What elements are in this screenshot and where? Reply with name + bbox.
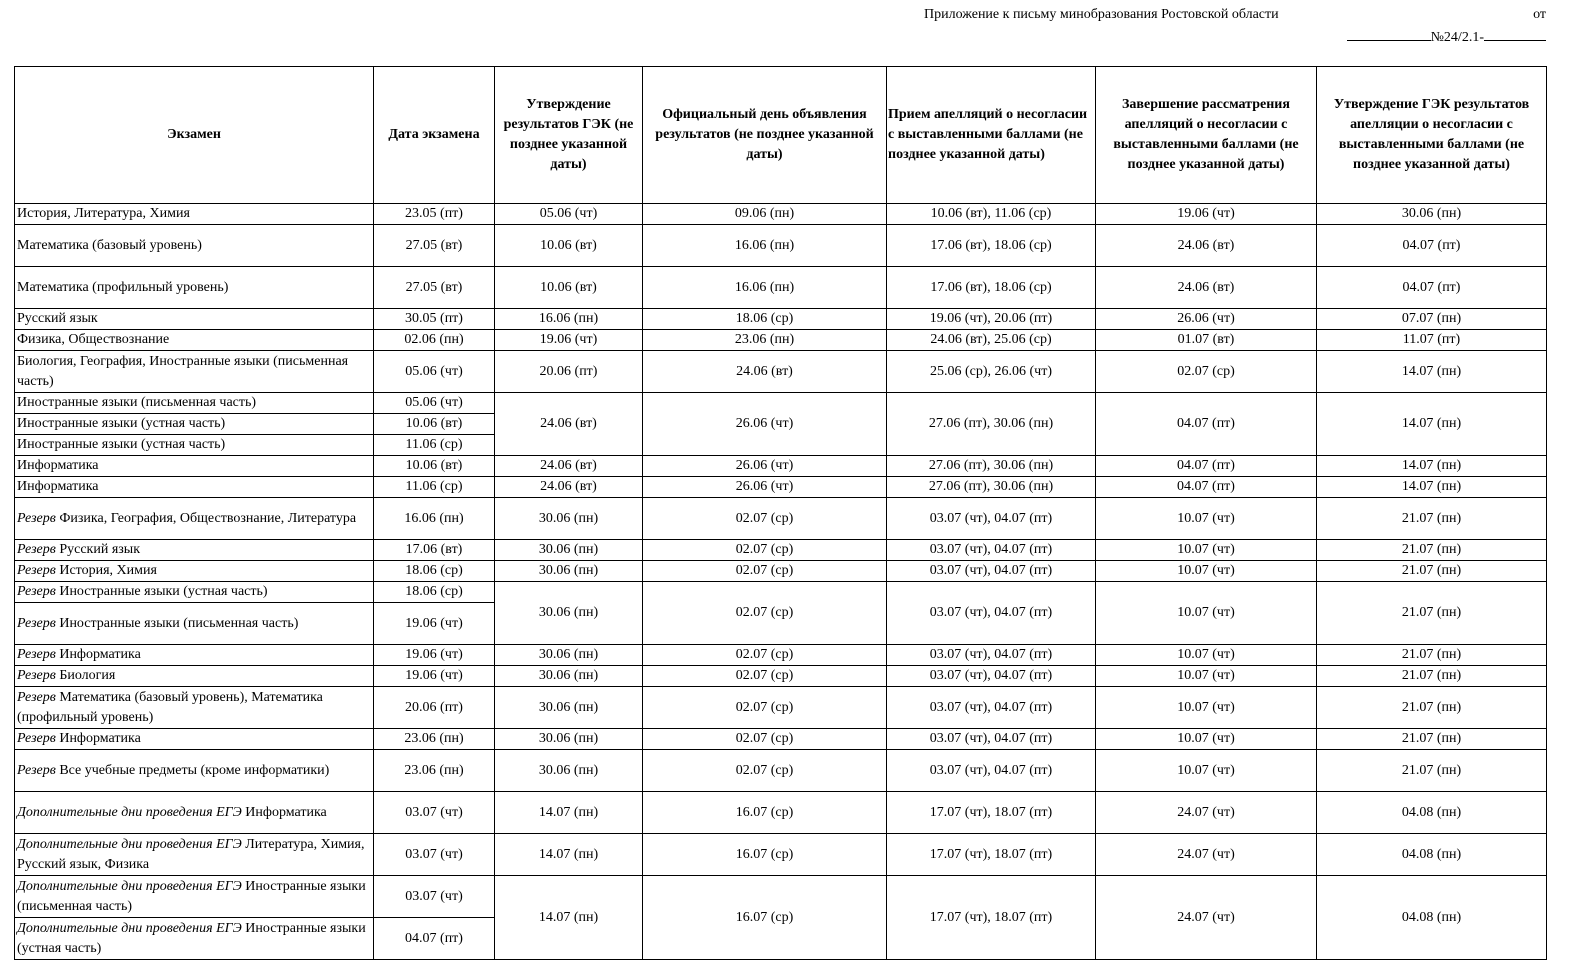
exam-cell: [15, 540, 374, 561]
exam-type-label: Резерв: [17, 731, 56, 746]
review-cell: 10.07 (чт): [1096, 729, 1317, 750]
appeal-cell: 27.06 (пт), 30.06 (пн): [887, 393, 1096, 456]
exam-date-cell: 18.06 (ср): [374, 582, 495, 603]
approve-cell: 07.07 (пн): [1317, 309, 1547, 330]
exam-type-label: Дополнительные дни проведения ЕГЭ: [17, 804, 242, 820]
exam-name: Информатика: [59, 647, 141, 662]
exam-date-cell: 10.06 (вт): [374, 456, 495, 477]
exam-name: Информатика: [17, 479, 99, 494]
announce-cell: 09.06 (пн): [643, 204, 887, 225]
appeal-cell: 03.07 (чт), 04.07 (пт): [887, 582, 1096, 645]
exam-name: Информатика: [59, 731, 141, 746]
exam-cell: [15, 561, 374, 582]
gek-cell: 30.06 (пн): [495, 498, 643, 540]
exam-cell: [15, 204, 374, 225]
gek-cell: 10.06 (вт): [495, 267, 643, 309]
review-cell: 02.07 (ср): [1096, 351, 1317, 393]
announce-cell: 18.06 (ср): [643, 309, 887, 330]
exam-date-cell: 03.07 (чт): [374, 834, 495, 876]
exam-date-cell: 23.06 (пн): [374, 729, 495, 750]
exam-cell: [15, 645, 374, 666]
announce-cell: 26.06 (чт): [643, 393, 887, 456]
approve-cell: 04.08 (пн): [1317, 876, 1547, 960]
col-header-approve: Утверждение ГЭК результатов апелляции о несогласии с выставленными баллами (не позднее указанной даты): [1317, 67, 1547, 204]
announce-cell: 16.07 (ср): [643, 834, 887, 876]
exam-name: Биология: [59, 668, 116, 683]
announce-cell: 02.07 (ср): [643, 582, 887, 645]
gek-cell: 10.06 (вт): [495, 225, 643, 267]
exam-cell: [15, 414, 374, 435]
gek-cell: 05.06 (чт): [495, 204, 643, 225]
gek-cell: 14.07 (пн): [495, 792, 643, 834]
exam-date-cell: 11.06 (ср): [374, 435, 495, 456]
appeal-cell: 10.06 (вт), 11.06 (ср): [887, 204, 1096, 225]
announce-cell: 02.07 (ср): [643, 729, 887, 750]
appeal-cell: 17.07 (чт), 18.07 (пт): [887, 834, 1096, 876]
announce-cell: 16.06 (пн): [643, 267, 887, 309]
exam-date-cell: 04.07 (пт): [374, 918, 495, 960]
table-row: [15, 351, 1547, 393]
announce-cell: 02.07 (ср): [643, 498, 887, 540]
table-row: [15, 204, 1547, 225]
exam-cell: [15, 750, 374, 792]
col-header-announce: Официальный день объявления результатов (не позднее указанной даты): [643, 67, 887, 204]
table-row: [15, 498, 1547, 540]
exam-cell: [15, 309, 374, 330]
from-label: от: [1533, 7, 1546, 22]
announce-cell: 16.07 (ср): [643, 792, 887, 834]
exam-date-cell: 16.06 (пн): [374, 498, 495, 540]
exam-date-cell: 05.06 (чт): [374, 351, 495, 393]
gek-cell: 30.06 (пн): [495, 750, 643, 792]
approve-cell: 14.07 (пн): [1317, 456, 1547, 477]
exam-date-cell: 10.06 (вт): [374, 414, 495, 435]
appeal-cell: 17.06 (вт), 18.06 (ср): [887, 267, 1096, 309]
exam-date-cell: 02.06 (пн): [374, 330, 495, 351]
table-row: [15, 834, 1547, 876]
appeal-cell: 03.07 (чт), 04.07 (пт): [887, 750, 1096, 792]
exam-name: Иностранные языки (письменная часть): [17, 395, 257, 410]
announce-cell: 02.07 (ср): [643, 540, 887, 561]
exam-date-cell: 05.06 (чт): [374, 393, 495, 414]
appeal-cell: 17.07 (чт), 18.07 (пт): [887, 876, 1096, 960]
review-cell: 26.06 (чт): [1096, 309, 1317, 330]
exam-type-label: Резерв: [17, 668, 56, 683]
exam-name: Иностранные языки (устная часть): [17, 416, 226, 431]
review-cell: 10.07 (чт): [1096, 540, 1317, 561]
col-header-exam: Экзамен: [15, 67, 374, 204]
exam-cell: [15, 729, 374, 750]
exam-cell: [15, 918, 374, 960]
col-header-date: Дата экзамена: [374, 67, 495, 204]
table-row: [15, 477, 1547, 498]
review-cell: 19.06 (чт): [1096, 204, 1317, 225]
appeal-cell: 24.06 (вт), 25.06 (ср): [887, 330, 1096, 351]
exam-name: Русский язык: [17, 311, 98, 326]
table-row: [15, 393, 1547, 414]
announce-cell: 16.07 (ср): [643, 876, 887, 960]
approve-cell: 04.07 (пт): [1317, 225, 1547, 267]
announce-cell: 02.07 (ср): [643, 645, 887, 666]
exam-date-cell: 23.05 (пт): [374, 204, 495, 225]
review-cell: 10.07 (чт): [1096, 750, 1317, 792]
table-row: [15, 456, 1547, 477]
exam-name: История, Литература, Химия: [17, 206, 190, 221]
exam-date-cell: 30.05 (пт): [374, 309, 495, 330]
review-cell: 10.07 (чт): [1096, 645, 1317, 666]
appeal-cell: 25.06 (ср), 26.06 (чт): [887, 351, 1096, 393]
exam-schedule-table: [14, 66, 1547, 960]
exam-cell: [15, 351, 374, 393]
approve-cell: 21.07 (пн): [1317, 582, 1547, 645]
exam-type-label: Резерв: [17, 510, 56, 526]
exam-type-label: Резерв: [17, 647, 56, 662]
exam-type-label: Резерв: [17, 563, 56, 578]
appeal-cell: 03.07 (чт), 04.07 (пт): [887, 729, 1096, 750]
gek-cell: 30.06 (пн): [495, 540, 643, 561]
appeal-cell: 27.06 (пт), 30.06 (пн): [887, 477, 1096, 498]
gek-cell: 19.06 (чт): [495, 330, 643, 351]
exam-name: Физика, Обществознание: [17, 332, 170, 347]
appeal-cell: 17.06 (вт), 18.06 (ср): [887, 225, 1096, 267]
exam-date-cell: 27.05 (вт): [374, 225, 495, 267]
exam-name: Иностранные языки (письменная часть): [17, 878, 366, 914]
table-row: [15, 267, 1547, 309]
table-row: [15, 225, 1547, 267]
approve-cell: 04.07 (пт): [1317, 267, 1547, 309]
exam-type-label: Дополнительные дни проведения ЕГЭ: [17, 836, 242, 852]
approve-cell: 21.07 (пн): [1317, 750, 1547, 792]
exam-cell: [15, 267, 374, 309]
exam-date-cell: 19.06 (чт): [374, 666, 495, 687]
exam-cell: [15, 225, 374, 267]
exam-name: Иностранные языки (устная часть): [59, 584, 268, 599]
exam-name: Иностранные языки (устная часть): [17, 437, 226, 452]
exam-cell: [15, 666, 374, 687]
exam-type-label: Резерв: [17, 689, 56, 705]
col-header-gek: Утверждение результатов ГЭК (не позднее указанной даты): [495, 67, 643, 204]
appeal-cell: 03.07 (чт), 04.07 (пт): [887, 561, 1096, 582]
exam-name: Все учебные предметы (кроме информатики): [59, 762, 330, 778]
review-cell: 10.07 (чт): [1096, 582, 1317, 645]
announce-cell: 26.06 (чт): [643, 477, 887, 498]
number-blank: [1484, 27, 1546, 41]
approve-cell: 14.07 (пн): [1317, 393, 1547, 456]
approve-cell: 21.07 (пн): [1317, 561, 1547, 582]
col-header-appeal: Прием апелляций о несогласии с выставленными баллами (не позднее указанной даты): [887, 67, 1096, 204]
table-row: [15, 792, 1547, 834]
exam-cell: [15, 435, 374, 456]
table-row: [15, 876, 1547, 918]
letter-number: [1335, 27, 1546, 47]
review-cell: 24.07 (чт): [1096, 834, 1317, 876]
number-text: №24/2.1-: [1430, 30, 1484, 45]
table-row: [15, 540, 1547, 561]
announce-cell: 26.06 (чт): [643, 456, 887, 477]
col-header-review: Завершение рассматрения апелляций о несогласии с выставленными баллами (не позднее указанной даты): [1096, 67, 1317, 204]
exam-date-cell: 17.06 (вт): [374, 540, 495, 561]
table-row: [15, 582, 1547, 603]
exam-name: Иностранные языки (письменная часть): [59, 615, 299, 631]
exam-name: Физика, География, Обществознание, Литература: [59, 510, 357, 526]
exam-name: Информатика: [245, 804, 327, 820]
exam-type-label: Резерв: [17, 584, 56, 599]
exam-date-cell: 03.07 (чт): [374, 876, 495, 918]
appeal-cell: 03.07 (чт), 04.07 (пт): [887, 498, 1096, 540]
announce-cell: 02.07 (ср): [643, 561, 887, 582]
exam-name: Биология, География, Иностранные языки (письменная часть): [17, 353, 349, 389]
review-cell: 24.07 (чт): [1096, 876, 1317, 960]
review-cell: 10.07 (чт): [1096, 666, 1317, 687]
approve-cell: 21.07 (пн): [1317, 645, 1547, 666]
exam-type-label: Дополнительные дни проведения ЕГЭ: [17, 920, 242, 936]
announce-cell: 23.06 (пн): [643, 330, 887, 351]
approve-cell: 04.08 (пн): [1317, 834, 1547, 876]
date-blank: [1347, 27, 1431, 41]
gek-cell: 30.06 (пн): [495, 729, 643, 750]
exam-cell: [15, 603, 374, 645]
exam-cell: [15, 876, 374, 918]
approve-cell: 21.07 (пн): [1317, 666, 1547, 687]
exam-type-label: Резерв: [17, 542, 56, 557]
gek-cell: 30.06 (пн): [495, 561, 643, 582]
table-row: [15, 309, 1547, 330]
announce-cell: 02.07 (ср): [643, 750, 887, 792]
attachment-text: Приложение к письму минобразования Ростовской области: [924, 7, 1279, 22]
review-cell: 04.07 (пт): [1096, 477, 1317, 498]
appeal-cell: 03.07 (чт), 04.07 (пт): [887, 666, 1096, 687]
exam-name: Математика (профильный уровень): [17, 279, 229, 295]
exam-type-label: Резерв: [17, 762, 56, 778]
gek-cell: 14.07 (пн): [495, 834, 643, 876]
exam-date-cell: 19.06 (чт): [374, 603, 495, 645]
gek-cell: 24.06 (вт): [495, 477, 643, 498]
appeal-cell: 27.06 (пт), 30.06 (пн): [887, 456, 1096, 477]
table-header-row: [15, 67, 1547, 204]
exam-cell: [15, 498, 374, 540]
exam-cell: [15, 330, 374, 351]
table-row: [15, 750, 1547, 792]
review-cell: 04.07 (пт): [1096, 456, 1317, 477]
appeal-cell: 03.07 (чт), 04.07 (пт): [887, 540, 1096, 561]
review-cell: 01.07 (вт): [1096, 330, 1317, 351]
review-cell: 10.07 (чт): [1096, 561, 1317, 582]
exam-name: Иностранные языки (устная часть): [17, 920, 366, 956]
exam-date-cell: 18.06 (ср): [374, 561, 495, 582]
table-row: [15, 645, 1547, 666]
exam-name: Математика (базовый уровень): [17, 237, 202, 253]
exam-date-cell: 20.06 (пт): [374, 687, 495, 729]
table-row: [15, 729, 1547, 750]
table-row: [15, 687, 1547, 729]
review-cell: 24.06 (вт): [1096, 267, 1317, 309]
gek-cell: 24.06 (вт): [495, 393, 643, 456]
gek-cell: 24.06 (вт): [495, 456, 643, 477]
announce-cell: 02.07 (ср): [643, 687, 887, 729]
exam-cell: [15, 687, 374, 729]
exam-cell: [15, 582, 374, 603]
exam-cell: [15, 456, 374, 477]
announce-cell: 02.07 (ср): [643, 666, 887, 687]
exam-date-cell: 03.07 (чт): [374, 792, 495, 834]
exam-date-cell: 27.05 (вт): [374, 267, 495, 309]
exam-cell: [15, 393, 374, 414]
gek-cell: 30.06 (пн): [495, 582, 643, 645]
exam-type-label: Резерв: [17, 615, 56, 631]
announce-cell: 24.06 (вт): [643, 351, 887, 393]
exam-name: Русский язык: [59, 542, 141, 557]
gek-cell: 30.06 (пн): [495, 666, 643, 687]
approve-cell: 21.07 (пн): [1317, 498, 1547, 540]
announce-cell: 16.06 (пн): [643, 225, 887, 267]
exam-name: Литература, Химия, Русский язык, Физика: [17, 836, 365, 872]
attachment-header: [924, 6, 1546, 24]
review-cell: 24.06 (вт): [1096, 225, 1317, 267]
exam-date-cell: 19.06 (чт): [374, 645, 495, 666]
exam-type-label: Дополнительные дни проведения ЕГЭ: [17, 878, 242, 894]
appeal-cell: 03.07 (чт), 04.07 (пт): [887, 645, 1096, 666]
approve-cell: 21.07 (пн): [1317, 729, 1547, 750]
gek-cell: 30.06 (пн): [495, 645, 643, 666]
approve-cell: 11.07 (пт): [1317, 330, 1547, 351]
review-cell: 10.07 (чт): [1096, 498, 1317, 540]
appeal-cell: 17.07 (чт), 18.07 (пт): [887, 792, 1096, 834]
exam-date-cell: 23.06 (пн): [374, 750, 495, 792]
exam-name: Математика (базовый уровень), Математика (профильный уровень): [17, 689, 323, 725]
approve-cell: 21.07 (пн): [1317, 687, 1547, 729]
table-row: [15, 666, 1547, 687]
exam-date-cell: 11.06 (ср): [374, 477, 495, 498]
approve-cell: 30.06 (пн): [1317, 204, 1547, 225]
approve-cell: 14.07 (пн): [1317, 477, 1547, 498]
gek-cell: 14.07 (пн): [495, 876, 643, 960]
approve-cell: 04.08 (пн): [1317, 792, 1547, 834]
review-cell: 10.07 (чт): [1096, 687, 1317, 729]
review-cell: 04.07 (пт): [1096, 393, 1317, 456]
table-row: [15, 561, 1547, 582]
exam-cell: [15, 792, 374, 834]
exam-name: Информатика: [17, 458, 99, 473]
exam-cell: [15, 477, 374, 498]
table-row: [15, 330, 1547, 351]
approve-cell: 14.07 (пн): [1317, 351, 1547, 393]
gek-cell: 20.06 (пт): [495, 351, 643, 393]
exam-cell: [15, 834, 374, 876]
gek-cell: 16.06 (пн): [495, 309, 643, 330]
review-cell: 24.07 (чт): [1096, 792, 1317, 834]
exam-name: История, Химия: [59, 563, 157, 578]
approve-cell: 21.07 (пн): [1317, 540, 1547, 561]
gek-cell: 30.06 (пн): [495, 687, 643, 729]
appeal-cell: 03.07 (чт), 04.07 (пт): [887, 687, 1096, 729]
appeal-cell: 19.06 (чт), 20.06 (пт): [887, 309, 1096, 330]
